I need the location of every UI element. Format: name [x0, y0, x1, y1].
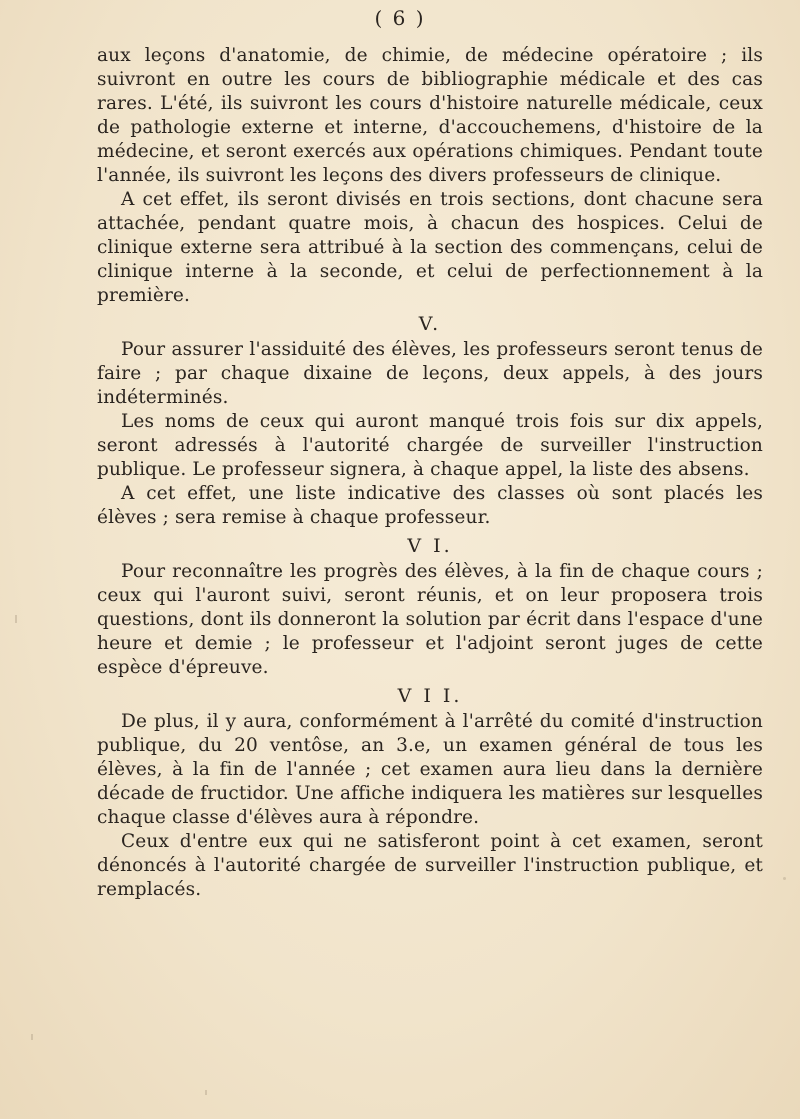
paper-speck	[15, 615, 17, 623]
paragraph-class-list: A cet effet, une liste indicative des classes où sont placés les élèves ; sera remise à chaque professeur.	[97, 483, 763, 528]
paragraph-sections: A cet effet, ils seront divisés en trois sections, dont chacune sera attachée, pendant quatre mois, à chacun des hospices. Celui de clinique externe sera attribué à la section des commençans, celui de clinique interne à la seconde, et celui de perfectionnement à la première.	[97, 189, 763, 306]
section-heading-vii: V I I.	[397, 685, 463, 707]
paragraph-absences: Les noms de ceux qui auront manqué trois fois sur dix appels, seront adressés à l'autorité chargée de surveiller l'instruction publique. Le professeur signera, à chaque appel, la liste des absens.	[97, 411, 763, 480]
section-heading-vi: V I.	[407, 535, 453, 557]
section-heading-v: V.	[418, 313, 442, 335]
paragraph-continuation: aux leçons d'anatomie, de chimie, de médecine opératoire ; ils suivront en outre les cours de bibliographie médicale et des cas rares. L'été, ils suivront les cours d'histoire naturelle médicale, ceux de pathologie externe et interne, d'accouchemens, d'histoire de la médecine, et seront exercés aux opérations chimiques. Pendant toute l'année, ils suivront les leçons des divers professeurs de clinique.	[97, 45, 763, 186]
paper-speck	[31, 1034, 33, 1040]
paragraph-general-exam: De plus, il y aura, conformément à l'arrêté du comité d'instruction publique, du 20 ventôse, an 3.e, un examen général de tous les élèves, à la fin de l'année ; cet examen aura lieu dans la dernière décade de fructidor. Une affiche indiquera les matières sur lesquelles chaque classe d'élèves aura à répondre.	[97, 711, 763, 828]
body-text	[97, 44, 763, 902]
page-number: ( 6 )	[374, 6, 426, 30]
paper-speck	[205, 1090, 207, 1095]
paragraph-replacement: Ceux d'entre eux qui ne satisferont point à cet examen, seront dénoncés à l'autorité chargée de surveiller l'instruction publique, et remplacés.	[97, 831, 763, 900]
paper-speck	[783, 877, 786, 880]
paragraph-attendance: Pour assurer l'assiduité des élèves, les professeurs seront tenus de faire ; par chaque dixaine de leçons, deux appels, à des jours indéterminés.	[97, 339, 763, 408]
paragraph-progress: Pour reconnaître les progrès des élèves, à la fin de chaque cours ; ceux qui l'auront suivi, seront réunis, et on leur proposera trois questions, dont ils donneront la solution par écrit dans l'espace d'une heure et demie ; le professeur et l'adjoint seront juges de cette espèce d'épreuve.	[97, 561, 763, 678]
